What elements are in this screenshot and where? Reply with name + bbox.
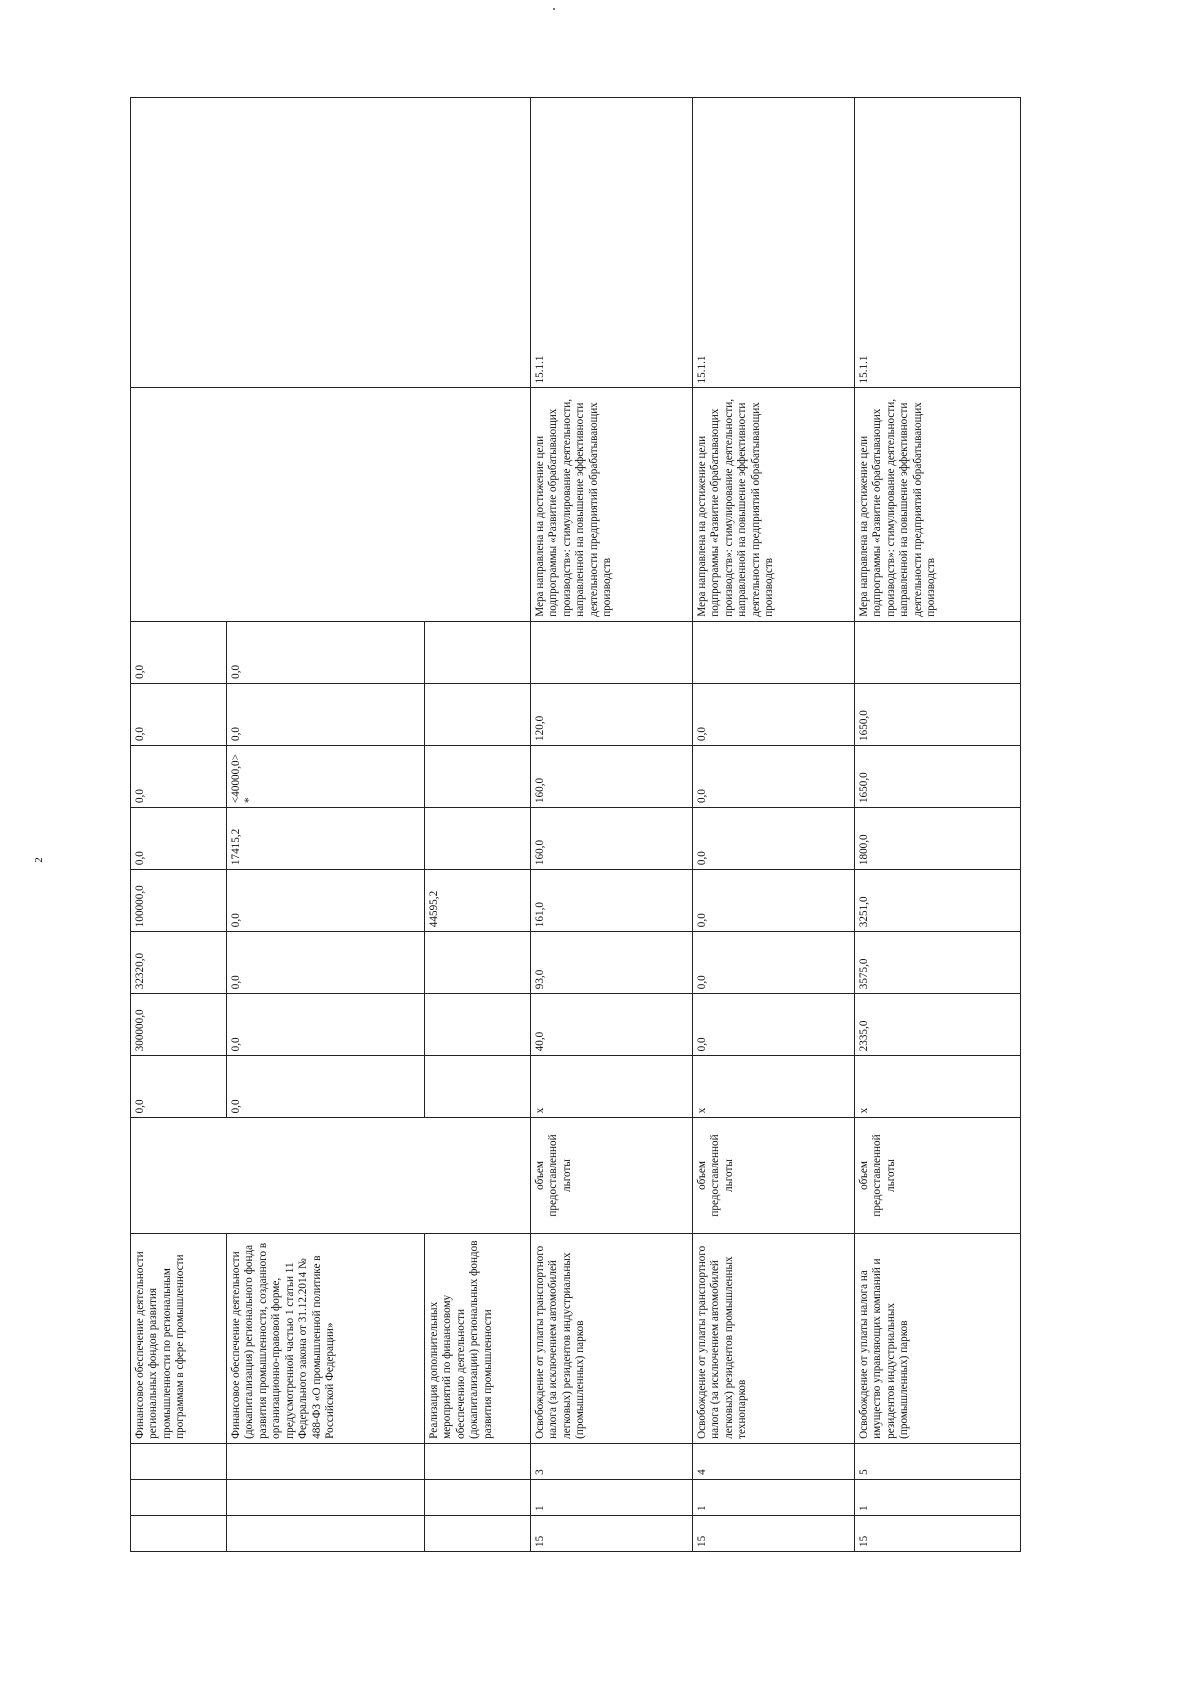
- value-cell: 0,0: [227, 870, 425, 932]
- value-cell: 160,0: [531, 745, 693, 807]
- page-number: 2: [32, 857, 45, 863]
- pp-cell: [425, 1479, 531, 1515]
- value-cell: 161,0: [531, 870, 693, 932]
- code-cell: 15.1.1: [693, 98, 855, 388]
- value-cell: [531, 621, 693, 683]
- value-cell: [425, 745, 531, 807]
- value-cell: 0,0: [693, 870, 855, 932]
- gp-cell: 15: [693, 1515, 855, 1551]
- value-cell: 0,0: [693, 808, 855, 870]
- code-cell: 15.1.1: [531, 98, 693, 388]
- value-cell: 1650,0: [855, 745, 1021, 807]
- value-cell: 0,0: [131, 683, 227, 745]
- num-cell: 3: [531, 1443, 693, 1479]
- value-cell: 120,0: [531, 683, 693, 745]
- value-cell: [425, 808, 531, 870]
- value-cell: 300000,0: [131, 994, 227, 1056]
- description-cell: Мера направлена на достижение цели подпрограммы «Развитие обрабатывающих производств»: стимулирование деятельности, направленной на повышение эффективности деятельности предприятий обрабатывающих производств: [693, 388, 855, 621]
- pp-cell: 1: [531, 1479, 693, 1515]
- value-cell: 40,0: [531, 994, 693, 1056]
- rotated-table-container: [130, 97, 1020, 1552]
- value-cell: x: [693, 1056, 855, 1118]
- table-row-measure-5: [855, 98, 1021, 1552]
- measure-label: Освобождение от уплаты транспортного налога (за исключением автомобилей легковых) резидентов промышленных технопарков: [693, 1233, 855, 1443]
- measure-label: Освобождение от уплаты транспортного налога (за исключением автомобилей легковых) резидентов индустриальных (промышленных) парков: [531, 1233, 693, 1443]
- num-cell: [425, 1443, 531, 1479]
- value-cell: [855, 621, 1021, 683]
- table-row-measure-4: [693, 98, 855, 1552]
- indicator-cell: объем предоставленной льготы: [855, 1118, 1021, 1233]
- code-cell: 15.1.1: [855, 98, 1021, 388]
- measure-label: Финансовое обеспечение деятельности региональных фондов развития промышленности по региональным программам в сфере промышленности: [131, 1233, 227, 1443]
- value-cell: [425, 932, 531, 994]
- gp-cell: [227, 1515, 425, 1551]
- measures-table: [130, 97, 1021, 1552]
- num-cell: [131, 1443, 227, 1479]
- value-cell: [693, 621, 855, 683]
- gp-cell: 15: [531, 1515, 693, 1551]
- value-cell: 3575,0: [855, 932, 1021, 994]
- value-cell: 100000,0: [131, 870, 227, 932]
- value-cell: 0,0: [227, 621, 425, 683]
- value-cell: 17415,2: [227, 808, 425, 870]
- value-cell: 32320,0: [131, 932, 227, 994]
- table-row-measure-3: [531, 98, 693, 1552]
- value-cell: x: [531, 1056, 693, 1118]
- value-cell: [425, 1056, 531, 1118]
- indicator-cell: объем предоставленной льготы: [693, 1118, 855, 1233]
- value-cell: 0,0: [693, 932, 855, 994]
- value-cell: 3251,0: [855, 870, 1021, 932]
- value-cell: 44595,2: [425, 870, 531, 932]
- value-cell: 0,0: [131, 808, 227, 870]
- value-cell: 1650,0: [855, 683, 1021, 745]
- value-cell: 0,0: [693, 683, 855, 745]
- scan-artifact: [553, 8, 555, 10]
- pp-cell: 1: [693, 1479, 855, 1515]
- description-cell: Мера направлена на достижение цели подпрограммы «Развитие обрабатывающих производств»: стимулирование деятельности, направленной на повышение эффективности деятельности предприятий обрабатывающих производств: [531, 388, 693, 621]
- value-cell: x: [855, 1056, 1021, 1118]
- value-cell: [425, 683, 531, 745]
- value-cell: 0,0: [693, 745, 855, 807]
- value-cell: 160,0: [531, 808, 693, 870]
- pp-cell: 1: [855, 1479, 1021, 1515]
- value-cell: 0,0: [227, 1056, 425, 1118]
- gp-cell: 15: [855, 1515, 1021, 1551]
- description-cell: Мера направлена на достижение цели подпрограммы «Развитие обрабатывающих производств»: стимулирование деятельности, направленной на повышение эффективности деятельности предприятий обрабатывающих производств: [855, 388, 1021, 621]
- num-cell: 4: [693, 1443, 855, 1479]
- table-row-funding-header: [131, 98, 227, 1552]
- value-cell: 0,0: [227, 932, 425, 994]
- value-cell: 0,0: [131, 621, 227, 683]
- measure-label: Реализация дополнительных мероприятий по финансовому обеспечению деятельности (докапитализации) региональных фондов развития промышленности: [425, 1233, 531, 1443]
- value-cell: [425, 994, 531, 1056]
- value-cell: 93,0: [531, 932, 693, 994]
- value-cell: 0,0: [131, 745, 227, 807]
- code-cell: [131, 98, 531, 388]
- value-cell: <40000,0>*: [227, 745, 425, 807]
- value-cell: 0,0: [227, 683, 425, 745]
- indicator-cell: объем предоставленной льготы: [531, 1118, 693, 1233]
- num-cell: 5: [855, 1443, 1021, 1479]
- measure-label: Финансовое обеспечение деятельности (докапитализация) регионального фонда развития промышленности, созданного в организационно-правовой форме, предусмотренной частью 1 статьи 11 Федерального закона от 31.12.2014 № 488-ФЗ «О промышленной политике в Российской Федерации»: [227, 1233, 425, 1443]
- value-cell: 2335,0: [855, 994, 1021, 1056]
- description-cell: [131, 388, 531, 621]
- value-cell: [425, 621, 531, 683]
- gp-cell: [131, 1515, 227, 1551]
- pp-cell: [227, 1479, 425, 1515]
- num-cell: [227, 1443, 425, 1479]
- value-cell: 0,0: [693, 994, 855, 1056]
- value-cell: 0,0: [227, 994, 425, 1056]
- value-cell: 0,0: [131, 1056, 227, 1118]
- value-cell: 1800,0: [855, 808, 1021, 870]
- measure-label: Освобождение от уплаты налога на имущество управляющих компаний и резидентов индустриальных (промышленных) парков: [855, 1233, 1021, 1443]
- gp-cell: [425, 1515, 531, 1551]
- pp-cell: [131, 1479, 227, 1515]
- indicator-cell: [131, 1118, 531, 1233]
